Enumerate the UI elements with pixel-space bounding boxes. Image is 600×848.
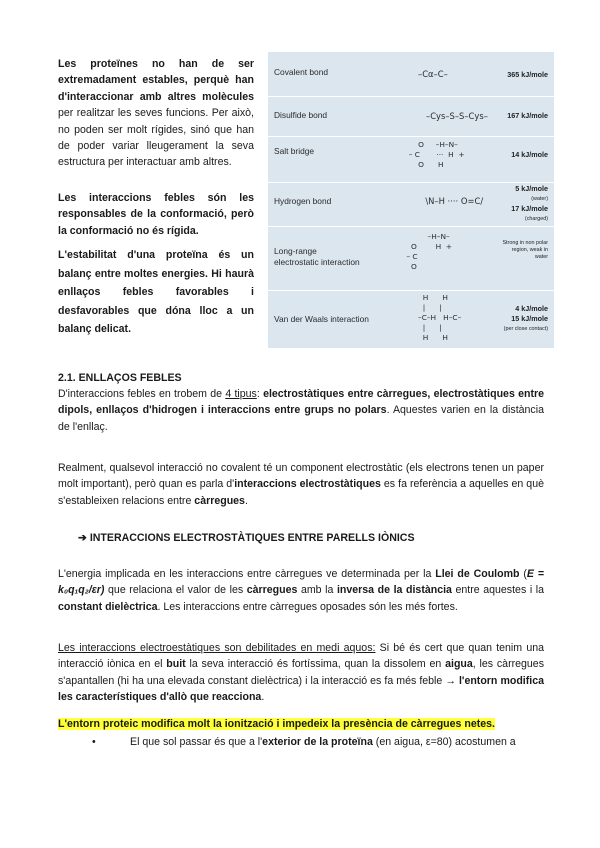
bond-label: Van der Waals interaction [274, 314, 369, 324]
bond-energy: 167 kJ/mole [507, 111, 548, 120]
bond-label: Disulfide bond [274, 110, 328, 120]
bond-formula: H H | | –C–H H–C– | | H H [418, 293, 462, 342]
text-run: . Aquestes varien en la distància de l'enllaç. [58, 404, 544, 433]
text-run: El que sol passar és que a l' [130, 736, 263, 748]
bond-formula: \N–H ···· O=C/ [420, 196, 484, 206]
text-run: càrregues [194, 494, 245, 507]
text-run: L'energia implicada en les interaccions entre càrregues ve determinada per la [58, 568, 436, 580]
section-paragraph-3 [58, 566, 544, 615]
text-run: . Les interaccions entre càrregues oposades són les més fortes. [157, 600, 458, 613]
text-run: amb la [297, 584, 337, 597]
text-run: Llei de Coulomb [435, 568, 520, 580]
bond-energy: 5 kJ/mole (water) 17 kJ/mole (charged) [511, 184, 548, 222]
bond-formula: O –H–N– – C ··· H + O H [408, 140, 465, 169]
text-run: la seva interacció és fortíssima, quan la dissolem en [185, 658, 446, 671]
table-row [268, 182, 554, 227]
bond-formula: –Cys–S–S–Cys– [426, 111, 488, 121]
intro-paragraph-3: L'estabilitat d'una proteïna és un balanç entre moltes energies. Hi haurà enllaços febles favorables i desfavorables que dóna lloc a un balanç delicat. [58, 249, 254, 336]
text-run: electrostàtiques entre càrregues, electrostàtiques entre dipols, enllaços d'hidrogen i interaccions entre grups no polars [58, 388, 544, 417]
table-row [268, 136, 554, 183]
bullet-dot: • [92, 736, 96, 748]
section-paragraph-4 [58, 640, 544, 706]
text-run: : [256, 388, 264, 400]
text-run: , les càrregues s'apantallen (hi ha una elevada constant dielèctrica) i la interacció es fa més feble → [58, 658, 544, 687]
section-title: 2.1. ENLLAÇOS FEBLES [58, 372, 182, 384]
bond-formula: –Cα–C– [418, 69, 448, 79]
text-run: buit [166, 658, 186, 671]
text-run: per realitzar les seves funcions. Per això, no poden ser molt rígides, sinó que han de poder variar lleugerament la seva estructura per interactuar amb altres. [58, 107, 254, 169]
text-run: Les interaccions electroestàtiques son debilitades en medi aquos: [58, 642, 376, 654]
table-row [268, 52, 554, 97]
table-row [268, 290, 554, 348]
bond-label: Hydrogen bond [274, 196, 332, 206]
intro-paragraph-2: Les interaccions febles són les responsables de la conformació, però la conformació no és rígida. [58, 192, 254, 237]
text-run: E = k₀q₁q₂/εr) [58, 568, 544, 597]
table-row [268, 96, 554, 137]
text-run: exterior de la proteïna [262, 736, 373, 748]
section-paragraph-1 [58, 386, 544, 435]
text-run: . [244, 494, 248, 507]
text-run: que relaciona el valor de les [104, 584, 247, 597]
text-run: ( [519, 568, 527, 580]
text-run: Realment, qualsevol interacció no covalent té un component electrostàtic (els electrons tenen un paper molt important), però quan es parla d' [58, 462, 544, 491]
highlighted-sentence: L'entorn proteic modifica molt la ionització i impedeix la presència de càrregues netes. [58, 718, 495, 730]
text-run: Les proteïnes no han de ser extremadament estables, perquè han d'interaccionar amb altres molècules [58, 58, 254, 103]
text-run: aigua [445, 658, 473, 671]
text-run: l'entorn modifica les característiques d'allò que reacciona [58, 674, 545, 704]
text-run: . [261, 691, 265, 704]
bond-energy: 365 kJ/mole [507, 70, 548, 79]
text-run: Si bé és cert que quan tenim una interacció iònica en el [58, 642, 544, 671]
bond-energy: Strong in non polar region, weak in water [502, 240, 548, 260]
bond-label: Covalent bond [274, 67, 329, 77]
text-run: es fa referència a aquelles en què s'estableixen relacions entre [58, 478, 544, 507]
text-run: càrregues [246, 584, 298, 597]
text-run: interaccions electrostàtiques [234, 478, 381, 491]
text-run: D'interaccions febles en trobem de [58, 388, 226, 400]
bond-label: Salt bridge [274, 146, 315, 156]
table-row [268, 226, 554, 291]
bond-label: Long-range electrostatic interaction [274, 246, 360, 267]
bond-energy: 14 kJ/mole [511, 150, 548, 159]
section-paragraph-2 [58, 460, 544, 509]
text-run: entre aquestes i la [451, 584, 544, 597]
bond-formula: –H–N– O H + – C O [406, 232, 453, 271]
text-run: (en aigua, ε=80) acostumen a [372, 736, 516, 748]
subsection-heading: ➔ INTERACCIONS ELECTROSTÀTIQUES ENTRE PARELLS IÒNICS [78, 532, 415, 544]
bond-energy: 4 kJ/mole 15 kJ/mole (per close contact) [503, 304, 548, 332]
intro-paragraph-1 [58, 56, 254, 171]
text-run: 4 tipus [225, 388, 257, 400]
bullet-item [130, 734, 544, 750]
text-run: inversa de la distància [336, 584, 452, 597]
text-run: constant dielèctrica [58, 600, 158, 613]
bond-energy-table [268, 52, 554, 348]
